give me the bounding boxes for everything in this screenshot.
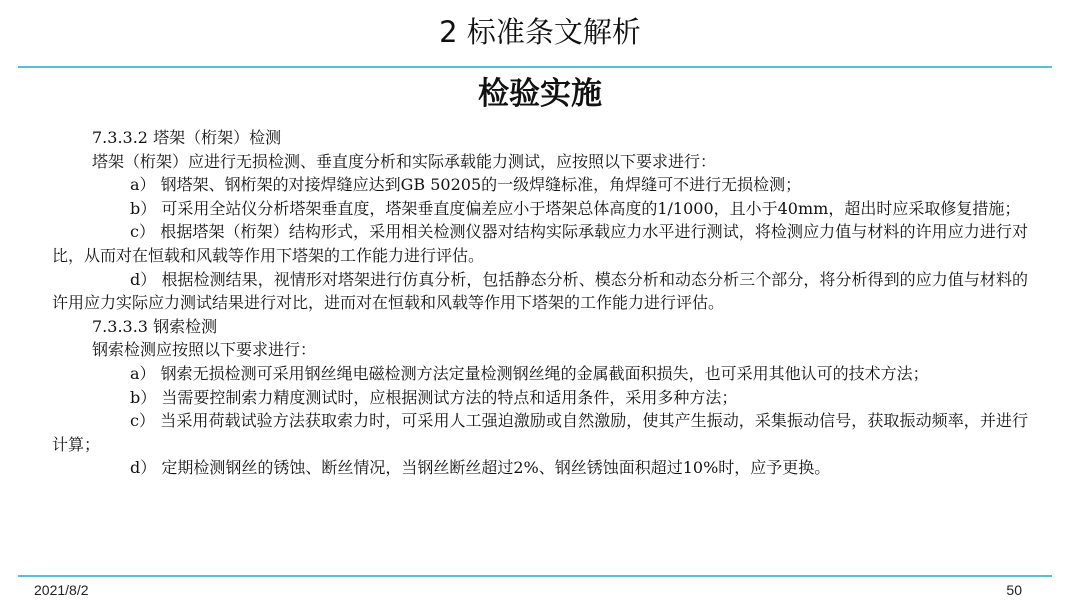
bottom-divider [18, 575, 1052, 577]
list-item: b） 可采用全站仪分析塔架垂直度，塔架垂直度偏差应小于塔架总体高度的1/1000，且小于40mm，超出时应采取修复措施； [130, 198, 1021, 218]
slide-title: 2 标准条文解析 [439, 15, 641, 49]
list-item: a） 钢索无损检测可采用钢丝绳电磁检测方法定量检测钢丝绳的金属截面积损失，也可采用其他认可的技术方法； [130, 363, 929, 383]
list-item: a） 钢塔架、钢桁架的对接焊缝应达到GB 50205的一级焊缝标准，角焊缝可不进行无损检测； [130, 175, 802, 195]
clause-intro: 钢索检测应按照以下要求进行： [92, 340, 317, 360]
slide-body [52, 126, 1028, 480]
section-heading: 检验实施 [478, 76, 602, 112]
list-item: d） 定期检测钢丝的锈蚀、断丝情况，当钢丝断丝超过2%、钢丝锈蚀面积超过10%时，应予更换。 [130, 458, 831, 478]
clause-intro: 塔架（桁架）应进行无损检测、垂直度分析和实际承载能力测试，应按照以下要求进行： [92, 151, 717, 171]
footer-date: 2021/8/2 [34, 582, 89, 598]
page-number: 50 [1006, 582, 1022, 598]
top-divider [18, 66, 1052, 68]
list-item: c） 根据塔架（桁架）结构形式，采用相关检测仪器对结构实际承载应力水平进行测试，将检测应力值与材料的许用应力进行对比，从而对在恒载和风载等作用下塔架的工作能力进行评估。 [52, 222, 1028, 265]
list-item: c） 当采用荷载试验方法获取索力时，可采用人工强迫激励或自然激励，使其产生振动，采集振动信号，获取振动频率，并进行计算； [52, 411, 1028, 454]
clause-heading: 7.3.3.3 钢索检测 [92, 316, 218, 336]
list-item: d） 根据检测结果，视情形对塔架进行仿真分析，包括静态分析、模态分析和动态分析三个部分，将分析得到的应力值与材料的许用应力实际应力测试结果进行对比，进而对在恒载和风载等作用下塔架的工作能力进行评估。 [52, 269, 1028, 313]
clause-heading: 7.3.3.2 塔架（桁架）检测 [92, 128, 282, 147]
list-item: b） 当需要控制索力精度测试时，应根据测试方法的特点和适用条件，采用多种方法； [130, 387, 738, 407]
